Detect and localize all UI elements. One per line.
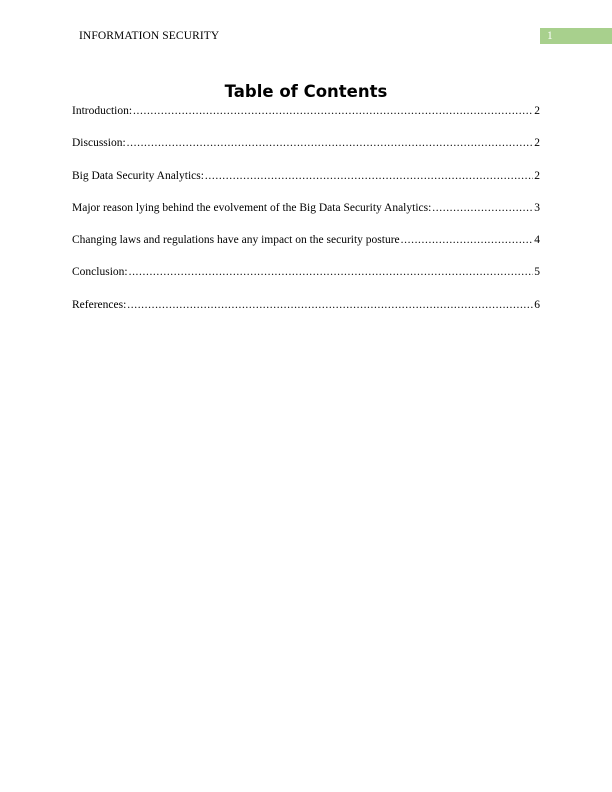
toc-entry-references[interactable] bbox=[72, 298, 540, 330]
toc-entry-page: 2 bbox=[534, 137, 540, 150]
running-head-title: INFORMATION SECURITY bbox=[79, 30, 220, 42]
toc-entry-text: References: bbox=[72, 298, 127, 311]
toc-entry-page: 5 bbox=[534, 266, 540, 279]
page-number-box bbox=[540, 28, 612, 44]
toc-entry-text: Discussion: bbox=[72, 137, 126, 150]
toc-entry-page: 6 bbox=[534, 298, 540, 311]
toc-entry-page: 2 bbox=[534, 105, 540, 117]
toc-dot-leader bbox=[432, 201, 533, 215]
toc-entry-page: 3 bbox=[534, 201, 540, 214]
toc-dot-leader bbox=[401, 233, 534, 247]
toc-dot-leader bbox=[127, 298, 533, 312]
toc-entry-text: Major reason lying behind the evolvement of the Big Data Security Analytics: bbox=[72, 201, 432, 214]
toc-entry-major-reason[interactable] bbox=[72, 201, 540, 233]
page-number: 1 bbox=[547, 30, 553, 42]
toc-dot-leader bbox=[127, 136, 534, 150]
toc-list bbox=[72, 104, 540, 330]
toc-heading: Table of Contents bbox=[224, 82, 388, 101]
toc-entry-text: Introduction: bbox=[72, 105, 133, 117]
toc-entry-text: Big Data Security Analytics: bbox=[72, 169, 204, 182]
toc-entry-changing-laws[interactable] bbox=[72, 233, 540, 265]
toc-entry-discussion[interactable] bbox=[72, 136, 540, 168]
toc-entry-introduction[interactable] bbox=[72, 104, 540, 136]
toc-dot-leader bbox=[205, 169, 533, 183]
toc-dot-leader bbox=[133, 104, 533, 118]
toc-entry-page: 2 bbox=[534, 169, 540, 182]
toc-entry-text: Conclusion: bbox=[72, 266, 128, 279]
toc-entry-conclusion[interactable] bbox=[72, 265, 540, 297]
toc-entry-page: 4 bbox=[534, 234, 540, 247]
toc-entry-big-data-security-analytics[interactable] bbox=[72, 169, 540, 201]
toc-entry-text: Changing laws and regulations have any impact on the security posture bbox=[72, 234, 400, 247]
toc-dot-leader bbox=[129, 265, 534, 279]
